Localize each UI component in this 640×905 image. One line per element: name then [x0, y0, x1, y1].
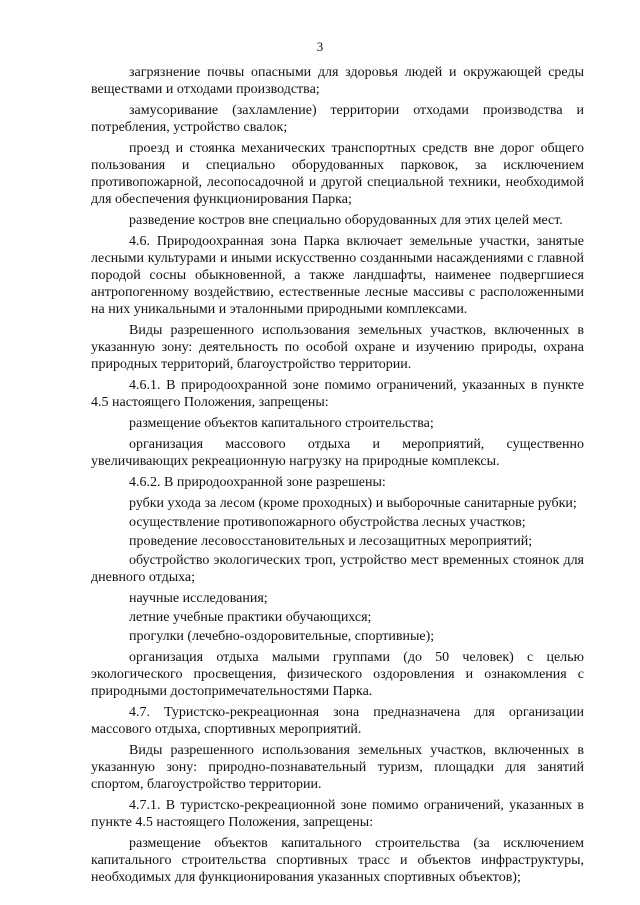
paragraph: 4.6.1. В природоохранной зоне помимо ограничений, указанных в пункте 4.5 настоящего Положения, запрещены:	[91, 378, 584, 410]
paragraph: прогулки (лечебно-оздоровительные, спортивные);	[129, 629, 435, 644]
paragraph: 4.7. Туристско-рекреационная зона предназначена для организации массового отдыха, спортивных мероприятий.	[91, 705, 584, 737]
paragraph: рубки ухода за лесом (кроме проходных) и выборочные санитарные рубки;	[129, 496, 577, 511]
paragraph: проезд и стоянка механических транспортных средств вне дорог общего пользования и специально оборудованных парковок, за исключением противопожарной, лесопосадочной и другой специальной техники, необходимой для обеспечения функционирования Парка;	[91, 141, 584, 207]
paragraph: организация отдыха малыми группами (до 50 человек) с целью экологического просвещения, физического оздоровления и ознакомления с природными достопримечательностями Парка.	[91, 650, 584, 699]
paragraph: 4.6.2. В природоохранной зоне разрешены:	[129, 475, 386, 490]
paragraph: загрязнение почвы опасными для здоровья людей и окружающей среды веществами и отходами производства;	[91, 65, 584, 97]
paragraph: летние учебные практики обучающихся;	[129, 610, 372, 625]
paragraph: проведение лесовосстановительных и лесозащитных мероприятий;	[129, 534, 533, 549]
paragraph: разведение костров вне специально оборудованных для этих целей мест.	[129, 213, 563, 228]
paragraph: 4.7.1. В туристско-рекреационной зоне помимо ограничений, указанных в пункте 4.5 настоящего Положения, запрещены:	[91, 798, 584, 830]
document-body	[91, 64, 584, 890]
paragraph: замусоривание (захламление) территории отходами производства и потребления, устройство свалок;	[91, 103, 584, 135]
paragraph: организация массового отдыха и мероприятий, существенно увеличивающих рекреационную нагрузку на природные комплексы.	[91, 437, 584, 469]
page-number: 3	[316, 39, 324, 54]
paragraph: осуществление противопожарного обустройства лесных участков;	[129, 515, 526, 530]
paragraph: Виды разрешенного использования земельных участков, включенных в указанную зону: деятельность по особой охране и изучению природы, охрана природных территорий, благоустройство территории.	[91, 323, 584, 372]
paragraph: обустройство экологических троп, устройство мест временных стоянок для дневного отдыха;	[91, 553, 584, 585]
paragraph: 4.6. Природоохранная зона Парка включает земельные участки, занятые лесными культурами и иными искусственно созданными насаждениями с главной породой сосны обыкновенной, а также ландшафты, наименее подвергшиеся антропогенному воздействию, естественные лесные массивы с расположенными на них уникальными и эталонными природными комплексами.	[91, 234, 584, 317]
paragraph: размещение объектов капитального строительства;	[129, 416, 434, 431]
paragraph: научные исследования;	[129, 591, 268, 606]
paragraph: Виды разрешенного использования земельных участков, включенных в указанную зону: природно-познавательный туризм, площадки для занятий спортом, благоустройство территории.	[91, 743, 584, 792]
paragraph: размещение объектов капитального строительства (за исключением капитального строительства спортивных трасс и объектов инфраструктуры, необходимых для функционирования указанных спортивных объектов);	[91, 836, 584, 885]
